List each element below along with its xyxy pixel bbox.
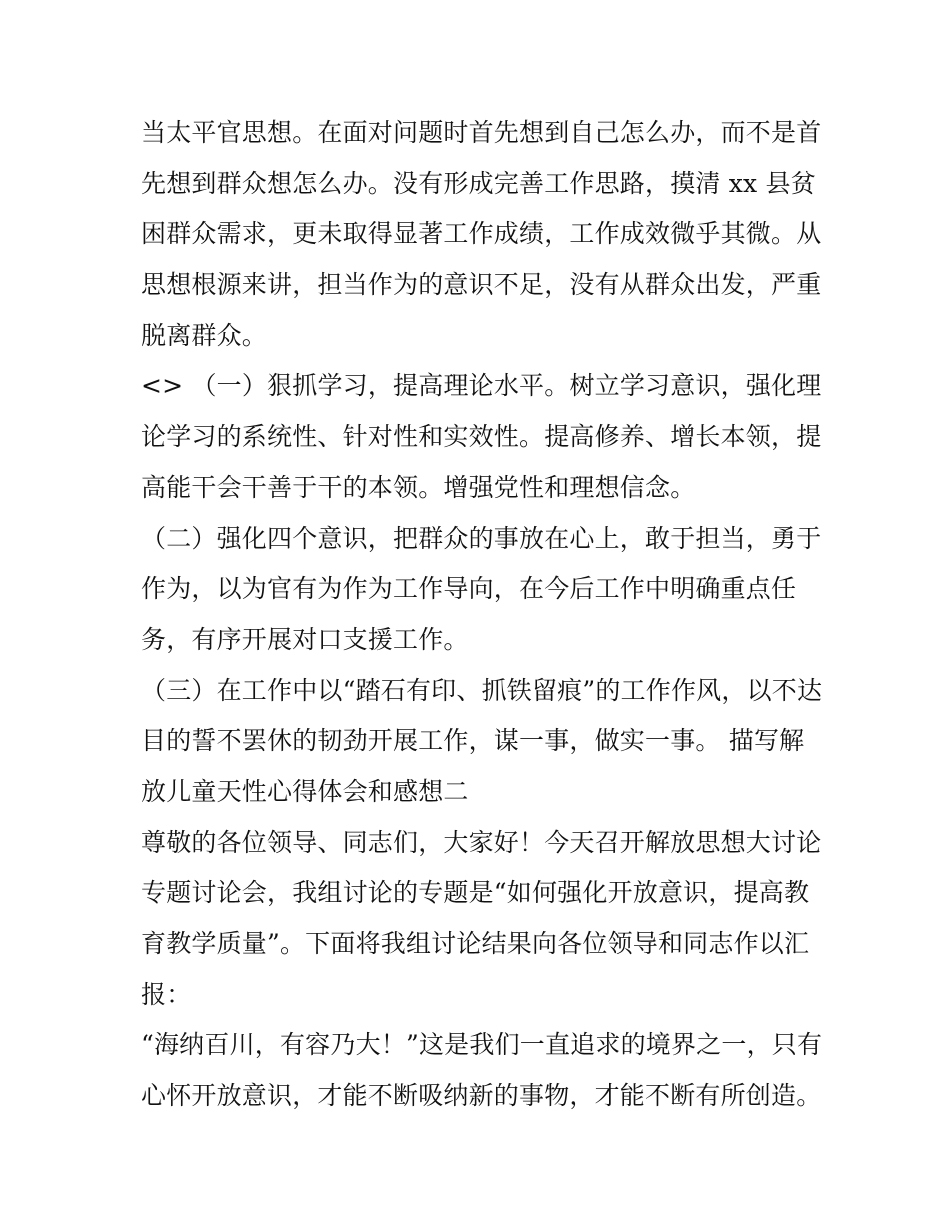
text-line: 作为，以为官有为作为工作导向，在今后工作中明确重点任 <box>141 574 797 604</box>
text-line: 放儿童天性心得体会和感想二 <box>141 776 469 806</box>
text-line: 目的誓不罢休的韧劲开展工作，谋一事，做实一事。 描写解 <box>141 726 805 756</box>
text-line: 先想到群众想怎么办。没有形成完善工作思路，摸清 xx 县贫 <box>141 168 816 198</box>
text-line: 育教学质量”。下面将我组讨论结果向各位领导和同志作以汇 <box>141 929 810 958</box>
text-line: 思想根源来讲，担当作为的意识不足，没有从群众出发，严重 <box>141 270 822 300</box>
text-line: 专题讨论会，我组讨论的专题是“如何强化开放意识，提高教 <box>141 878 810 908</box>
text-line: 论学习的系统性、针对性和实效性。提高修养、增长本领，提 <box>141 422 822 452</box>
text-line: 困群众需求，更未取得显著工作成绩，工作成效微乎其微。从 <box>141 219 822 249</box>
text-line: 当太平官思想。在面对问题时首先想到自己怎么办，而不是首 <box>141 118 822 147</box>
text-line: 心怀开放意识，才能不断吸纳新的事物，才能不断有所创造。 <box>141 1081 822 1111</box>
document-body <box>141 108 821 1122</box>
text-line: 报： <box>141 979 192 1009</box>
text-line: （三）在工作中以“踏石有印、抓铁留痕”的工作作风，以不达 <box>141 675 823 705</box>
text-line: 务，有序开展对口支援工作。 <box>141 624 469 654</box>
text-line: “海纳百川，有容乃大！”这是我们一直追求的境界之一，只有 <box>141 1030 823 1060</box>
text-line: （二）强化四个意识，把群众的事放在心上，敢于担当，勇于 <box>141 523 822 553</box>
text-line: 尊敬的各位领导、同志们，大家好！今天召开解放思想大讨论 <box>141 827 822 857</box>
text-line: <> （一）狠抓学习，提高理论水平。树立学习意识，强化理 <box>141 371 822 401</box>
text-line: 脱离群众。 <box>141 320 268 350</box>
text-line: 高能干会干善于干的本领。增强党性和理想信念。 <box>141 472 696 502</box>
